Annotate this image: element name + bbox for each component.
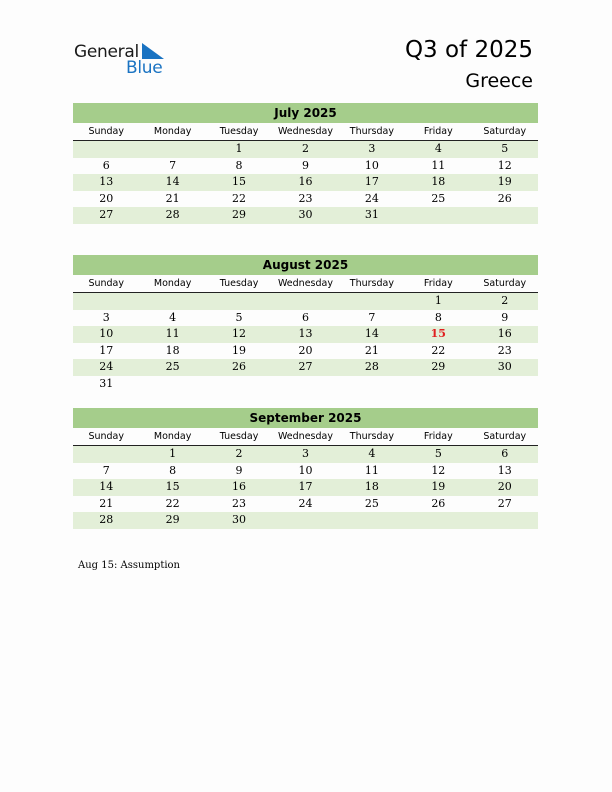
week-row	[73, 496, 538, 513]
day-cell: 2	[301, 142, 309, 155]
day-cell: 31	[99, 376, 114, 390]
day-cell: 5	[235, 310, 243, 324]
page-title: Q3 of 2025	[404, 37, 533, 63]
holiday-notes	[78, 560, 180, 571]
day-cell	[139, 141, 205, 158]
day-cell: 13	[99, 175, 114, 188]
day-cell: 27	[298, 360, 313, 373]
day-cell	[272, 376, 338, 393]
day-cell: 1	[434, 294, 442, 307]
day-cell: 30	[497, 360, 512, 373]
day-cell: 29	[165, 513, 180, 526]
day-cell: 1	[169, 447, 177, 460]
week-row	[73, 158, 538, 175]
day-cell	[405, 512, 471, 529]
week-row	[73, 141, 538, 158]
day-cell: 25	[431, 191, 446, 205]
day-cell: 7	[368, 310, 376, 324]
day-cell: 24	[364, 191, 379, 205]
day-cell: 17	[364, 175, 379, 188]
weekday-header-row	[73, 428, 538, 446]
day-cell	[405, 376, 471, 393]
weekday-label: Monday	[153, 126, 192, 137]
day-cell: 11	[431, 158, 446, 172]
day-cell	[73, 141, 139, 158]
day-cell: 21	[364, 343, 379, 357]
week-row	[73, 512, 538, 529]
week-row	[73, 326, 538, 343]
day-cell	[405, 207, 471, 224]
weekday-label: Thursday	[349, 126, 394, 137]
day-cell: 22	[431, 343, 446, 357]
day-cell: 24	[298, 496, 313, 510]
weekday-label: Friday	[423, 126, 453, 137]
day-cell: 24	[99, 360, 114, 373]
day-cell	[139, 376, 205, 393]
weekday-header-row	[73, 123, 538, 141]
day-cell: 13	[298, 327, 313, 340]
day-cell: 26	[232, 360, 247, 373]
week-row	[73, 446, 538, 463]
day-cell: 10	[298, 463, 313, 477]
day-cell: 1	[235, 142, 243, 155]
day-cell: 16	[232, 480, 247, 493]
day-cell: 7	[102, 463, 110, 477]
weekday-label: Saturday	[483, 126, 527, 137]
day-cell: 7	[169, 158, 177, 172]
week-row	[73, 463, 538, 480]
day-cell: 6	[301, 310, 309, 324]
week-row	[73, 191, 538, 208]
day-cell: 20	[99, 191, 114, 205]
day-cell: 18	[165, 343, 180, 357]
day-cell: 25	[165, 360, 180, 373]
day-cell: 16	[298, 175, 313, 188]
day-cell: 4	[434, 142, 442, 155]
weekday-label: Monday	[153, 278, 192, 289]
day-cell: 14	[364, 327, 379, 340]
weekday-label: Saturday	[483, 278, 527, 289]
day-cell: 17	[298, 480, 313, 493]
day-cell	[272, 512, 338, 529]
day-cell: 28	[99, 513, 114, 526]
month-calendar	[73, 255, 538, 392]
day-cell: 28	[165, 208, 180, 221]
day-cell: 11	[364, 463, 379, 477]
weekday-label: Wednesday	[277, 126, 333, 137]
weekday-label: Tuesday	[219, 126, 259, 137]
day-cell: 23	[497, 343, 512, 357]
day-cell: 31	[364, 208, 379, 221]
day-cell: 19	[431, 480, 446, 493]
day-cell: 2	[235, 447, 243, 460]
week-row	[73, 293, 538, 310]
day-cell: 11	[165, 327, 180, 340]
day-cell: 26	[497, 191, 512, 205]
day-cell: 18	[431, 175, 446, 188]
week-row	[73, 310, 538, 327]
day-cell: 20	[497, 480, 512, 493]
weekday-label: Wednesday	[277, 431, 333, 442]
week-row	[73, 174, 538, 191]
day-cell: 14	[99, 480, 114, 493]
day-cell: 15	[165, 480, 180, 493]
day-cell	[73, 293, 139, 310]
month-title: September 2025	[73, 408, 538, 428]
day-cell: 30	[298, 208, 313, 221]
day-cell: 23	[298, 191, 313, 205]
day-cell: 5	[434, 447, 442, 460]
day-cell: 9	[501, 310, 509, 324]
week-row	[73, 207, 538, 224]
weekday-label: Sunday	[88, 431, 124, 442]
day-cell: 23	[232, 496, 247, 510]
day-cell: 18	[364, 480, 379, 493]
day-cell: 6	[102, 158, 110, 172]
day-cell: 4	[169, 310, 177, 324]
day-cell: 16	[497, 327, 512, 340]
day-cell: 12	[497, 158, 512, 172]
holiday-note: Aug 15: Assumption	[78, 560, 181, 571]
week-row	[73, 343, 538, 360]
day-cell: 26	[431, 496, 446, 510]
day-cell	[206, 376, 272, 393]
day-cell: 12	[232, 327, 247, 340]
day-cell: 8	[169, 463, 177, 477]
generalblue-logo	[74, 42, 174, 78]
country-name: Greece	[465, 70, 533, 92]
logo-triangle-icon	[142, 43, 164, 59]
week-row	[73, 359, 538, 376]
day-cell	[206, 293, 272, 310]
weekday-label: Thursday	[349, 278, 394, 289]
week-row	[73, 376, 538, 393]
week-row	[73, 479, 538, 496]
day-cell: 17	[99, 343, 114, 357]
weekday-label: Friday	[423, 278, 453, 289]
day-cell: 22	[165, 496, 180, 510]
day-cell: 28	[364, 360, 379, 373]
day-cell: 19	[497, 175, 512, 188]
day-cell: 5	[501, 142, 509, 155]
day-cell	[472, 207, 538, 224]
day-cell	[139, 293, 205, 310]
day-cell: 2	[501, 294, 509, 307]
day-cell: 6	[501, 447, 509, 460]
day-cell: 21	[99, 496, 114, 510]
day-cell: 12	[431, 463, 446, 477]
holiday-day-cell: 15	[430, 327, 446, 340]
day-cell: 27	[497, 496, 512, 510]
day-cell: 3	[102, 310, 110, 324]
day-cell	[339, 512, 405, 529]
day-cell: 3	[301, 447, 309, 460]
day-cell: 22	[232, 191, 247, 205]
day-cell: 14	[165, 175, 180, 188]
weekday-label: Tuesday	[219, 278, 259, 289]
day-cell: 21	[165, 191, 180, 205]
weekday-label: Wednesday	[277, 278, 333, 289]
day-cell	[339, 376, 405, 393]
weekday-label: Monday	[153, 431, 192, 442]
day-cell: 10	[364, 158, 379, 172]
weekday-label: Sunday	[88, 126, 124, 137]
month-calendar	[73, 103, 538, 224]
day-cell: 29	[431, 360, 446, 373]
day-cell	[472, 512, 538, 529]
day-cell: 3	[368, 142, 376, 155]
weekday-label: Thursday	[349, 431, 394, 442]
logo-word-general: General	[74, 42, 139, 62]
day-cell: 20	[298, 343, 313, 357]
day-cell: 10	[99, 327, 114, 340]
month-calendar	[73, 408, 538, 529]
day-cell: 8	[235, 158, 243, 172]
weekday-label: Sunday	[88, 278, 124, 289]
weekday-header-row	[73, 275, 538, 293]
day-cell: 30	[232, 513, 247, 526]
day-cell	[339, 293, 405, 310]
day-cell: 4	[368, 447, 376, 460]
day-cell: 8	[434, 310, 442, 324]
day-cell: 29	[232, 208, 247, 221]
weekday-label: Friday	[423, 431, 453, 442]
day-cell: 9	[301, 158, 309, 172]
day-cell	[272, 293, 338, 310]
day-cell: 9	[235, 463, 243, 477]
day-cell: 19	[232, 343, 247, 357]
day-cell: 27	[99, 208, 114, 221]
logo-word-blue: Blue	[126, 58, 163, 78]
month-title: July 2025	[73, 103, 538, 123]
day-cell	[472, 376, 538, 393]
day-cell: 15	[232, 175, 247, 188]
day-cell: 13	[497, 463, 512, 477]
weekday-label: Saturday	[483, 431, 527, 442]
weekday-label: Tuesday	[219, 431, 259, 442]
day-cell: 25	[364, 496, 379, 510]
day-cell	[73, 446, 139, 463]
month-title: August 2025	[73, 255, 538, 275]
